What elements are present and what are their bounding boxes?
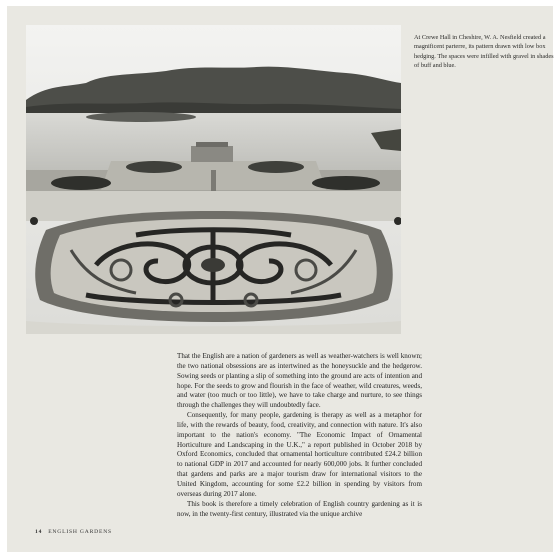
body-text <box>177 352 422 519</box>
page-number: 14 <box>35 529 43 535</box>
running-head: ENGLISH GARDENS <box>48 529 112 535</box>
parterre-photograph <box>26 25 401 334</box>
paragraph: Consequently, for many people, gardening is therapy as well as a metaphor for life, with the rewards of beauty, food, creativity, and connection with nature. It's also important to the nation's economy. "The Economic Impact of Ornamental Horticulture and Landscaping in the U.K.," a report published in October 2018 by Oxford Economics, concluded that ornamental horticulture contributed £24.2 billion to national GDP in 2017 and accounted for nearly 600,000 jobs. It further concluded that gardens and parks are a major tourism draw for international visitors to the United Kingdom, accounting for some £2.2 billion in spending by visitors from overseas during 2017 alone. <box>177 411 422 498</box>
paragraph: That the English are a nation of gardeners as well as weather-watchers is well known; the two national obsessions are as intertwined as the honeysuckle and the hedgerow. Sowing seeds or planting a slip of something into the ground are acts of intention and hope. For the seeds to grow and flourish in the face of weather, wild creatures, weeds, and water (too much or too little), we have to take charge and nurture, to see things through the challenges they will undoubtedly face. <box>177 352 422 410</box>
book-page <box>7 6 553 552</box>
folio <box>35 529 112 535</box>
photo-caption: At Crewe Hall in Cheshire, W. A. Nesfield created a magnificent parterre, its pattern drawn with low box hedging. The spaces were infilled with gravel in shades of buff and blue. <box>414 34 554 70</box>
paragraph: This book is therefore a timely celebration of English country gardening as it is now, in the twenty-first century, illustrated via the unique archive <box>177 499 422 518</box>
